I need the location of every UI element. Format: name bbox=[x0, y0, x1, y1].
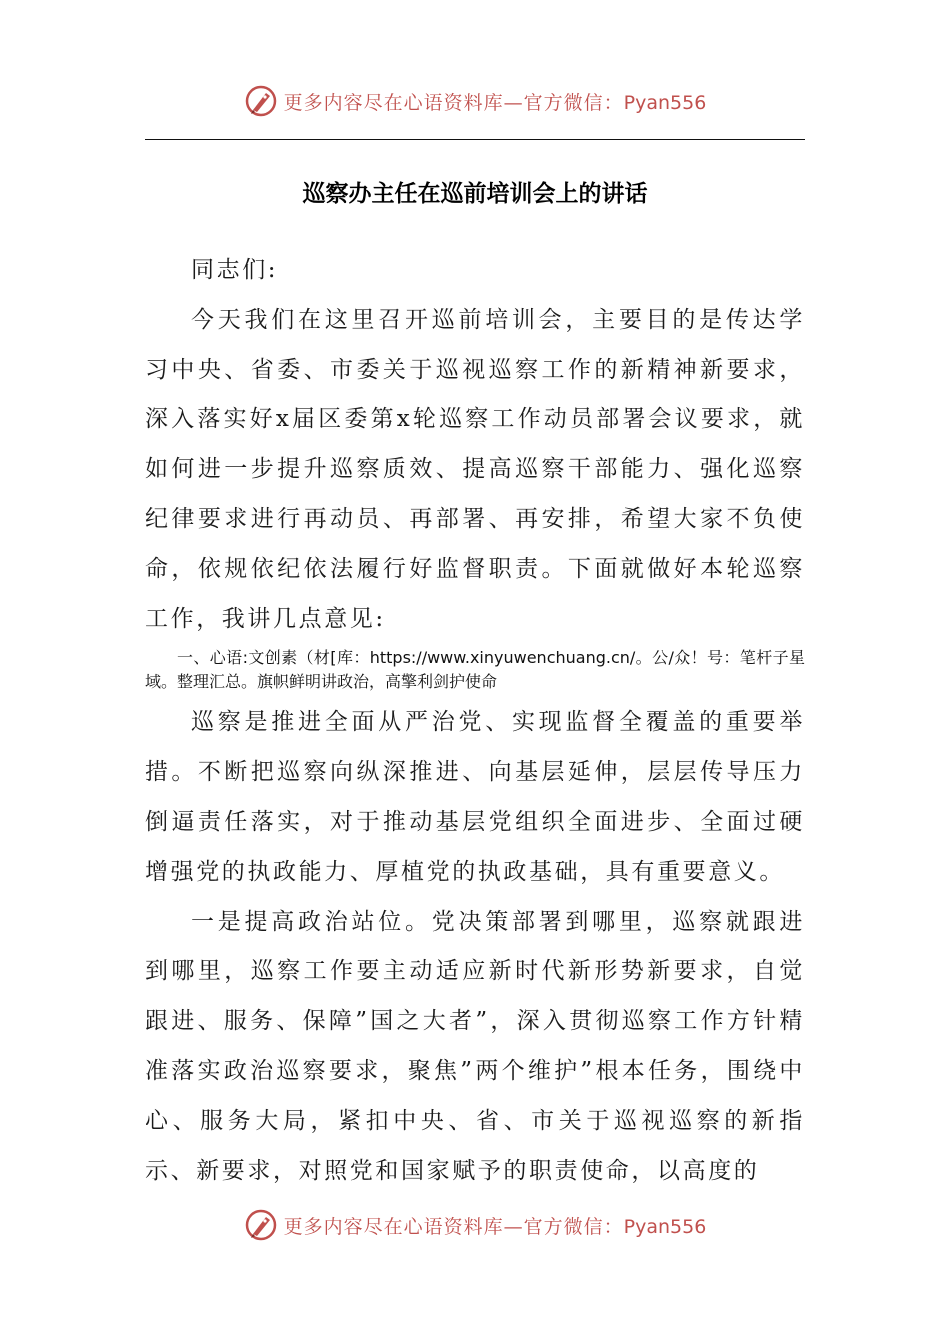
banner-text: 更多内容尽在心语资料库—官方微信：Pyan556 bbox=[283, 91, 707, 114]
banner-text: 更多内容尽在心语资料库—官方微信：Pyan556 bbox=[283, 1215, 707, 1238]
pen-nib-logo-icon bbox=[244, 84, 278, 118]
intro-paragraph: 今天我们在这里召开巡前培训会，主要目的是传达学习中央、省委、市委关于巡视巡察工作的新精神新要求，深入落实好x届区委第x轮巡察工作动员部署会议要求，就如何进一步提升巡察质效、提高巡察干部能力、强化巡察纪律要求进行再动员、再部署、再安排，希望大家不负使命，依规依纪依法履行好监督职责。下面就做好本轮巡察工作，我讲几点意见: bbox=[145, 306, 805, 632]
pen-nib-logo-icon bbox=[244, 1208, 278, 1242]
document-title: 巡察办主任在巡前培训会上的讲话 bbox=[302, 181, 648, 207]
footer-banner bbox=[0, 1208, 950, 1242]
document-body bbox=[145, 246, 805, 1196]
salutation: 同志们: bbox=[191, 257, 279, 283]
banner-wechat-id: Pyan556 bbox=[623, 91, 707, 114]
paragraph-2: 巡察是推进全面从严治党、实现监督全覆盖的重要举措。不断把巡察向纵深推进、向基层延伸，层层传导压力倒逼责任落实，对于推动基层党组织全面进步、全面过硬增强党的执政能力、厚植党的执政基础，具有重要意义。 bbox=[145, 709, 805, 885]
paragraph-3: 一是提高政治站位。党决策部署到哪里，巡察就跟进到哪里，巡察工作要主动适应新时代新形势新要求，自觉跟进、服务、保障”国之大者”，深入贯彻巡察工作方针精准落实政治巡察要求，聚焦”两个维护”根本任务，围绕中心、服务大局，紧扣中央、省、市关于巡视巡察的新指示、新要求，对照党和国家赋予的职责使命，以高度的 bbox=[145, 908, 805, 1184]
header-banner bbox=[0, 84, 950, 118]
section-heading-1: 一、心语:文创素（材[库：https://www.xinyuwenchuang.cn/。公/众！号：笔杆子星域。整理汇总。旗帜鲜明讲政治，高擎利剑护使命 bbox=[145, 648, 805, 692]
header-divider bbox=[145, 139, 805, 140]
banner-wechat-id: Pyan556 bbox=[623, 1215, 707, 1238]
